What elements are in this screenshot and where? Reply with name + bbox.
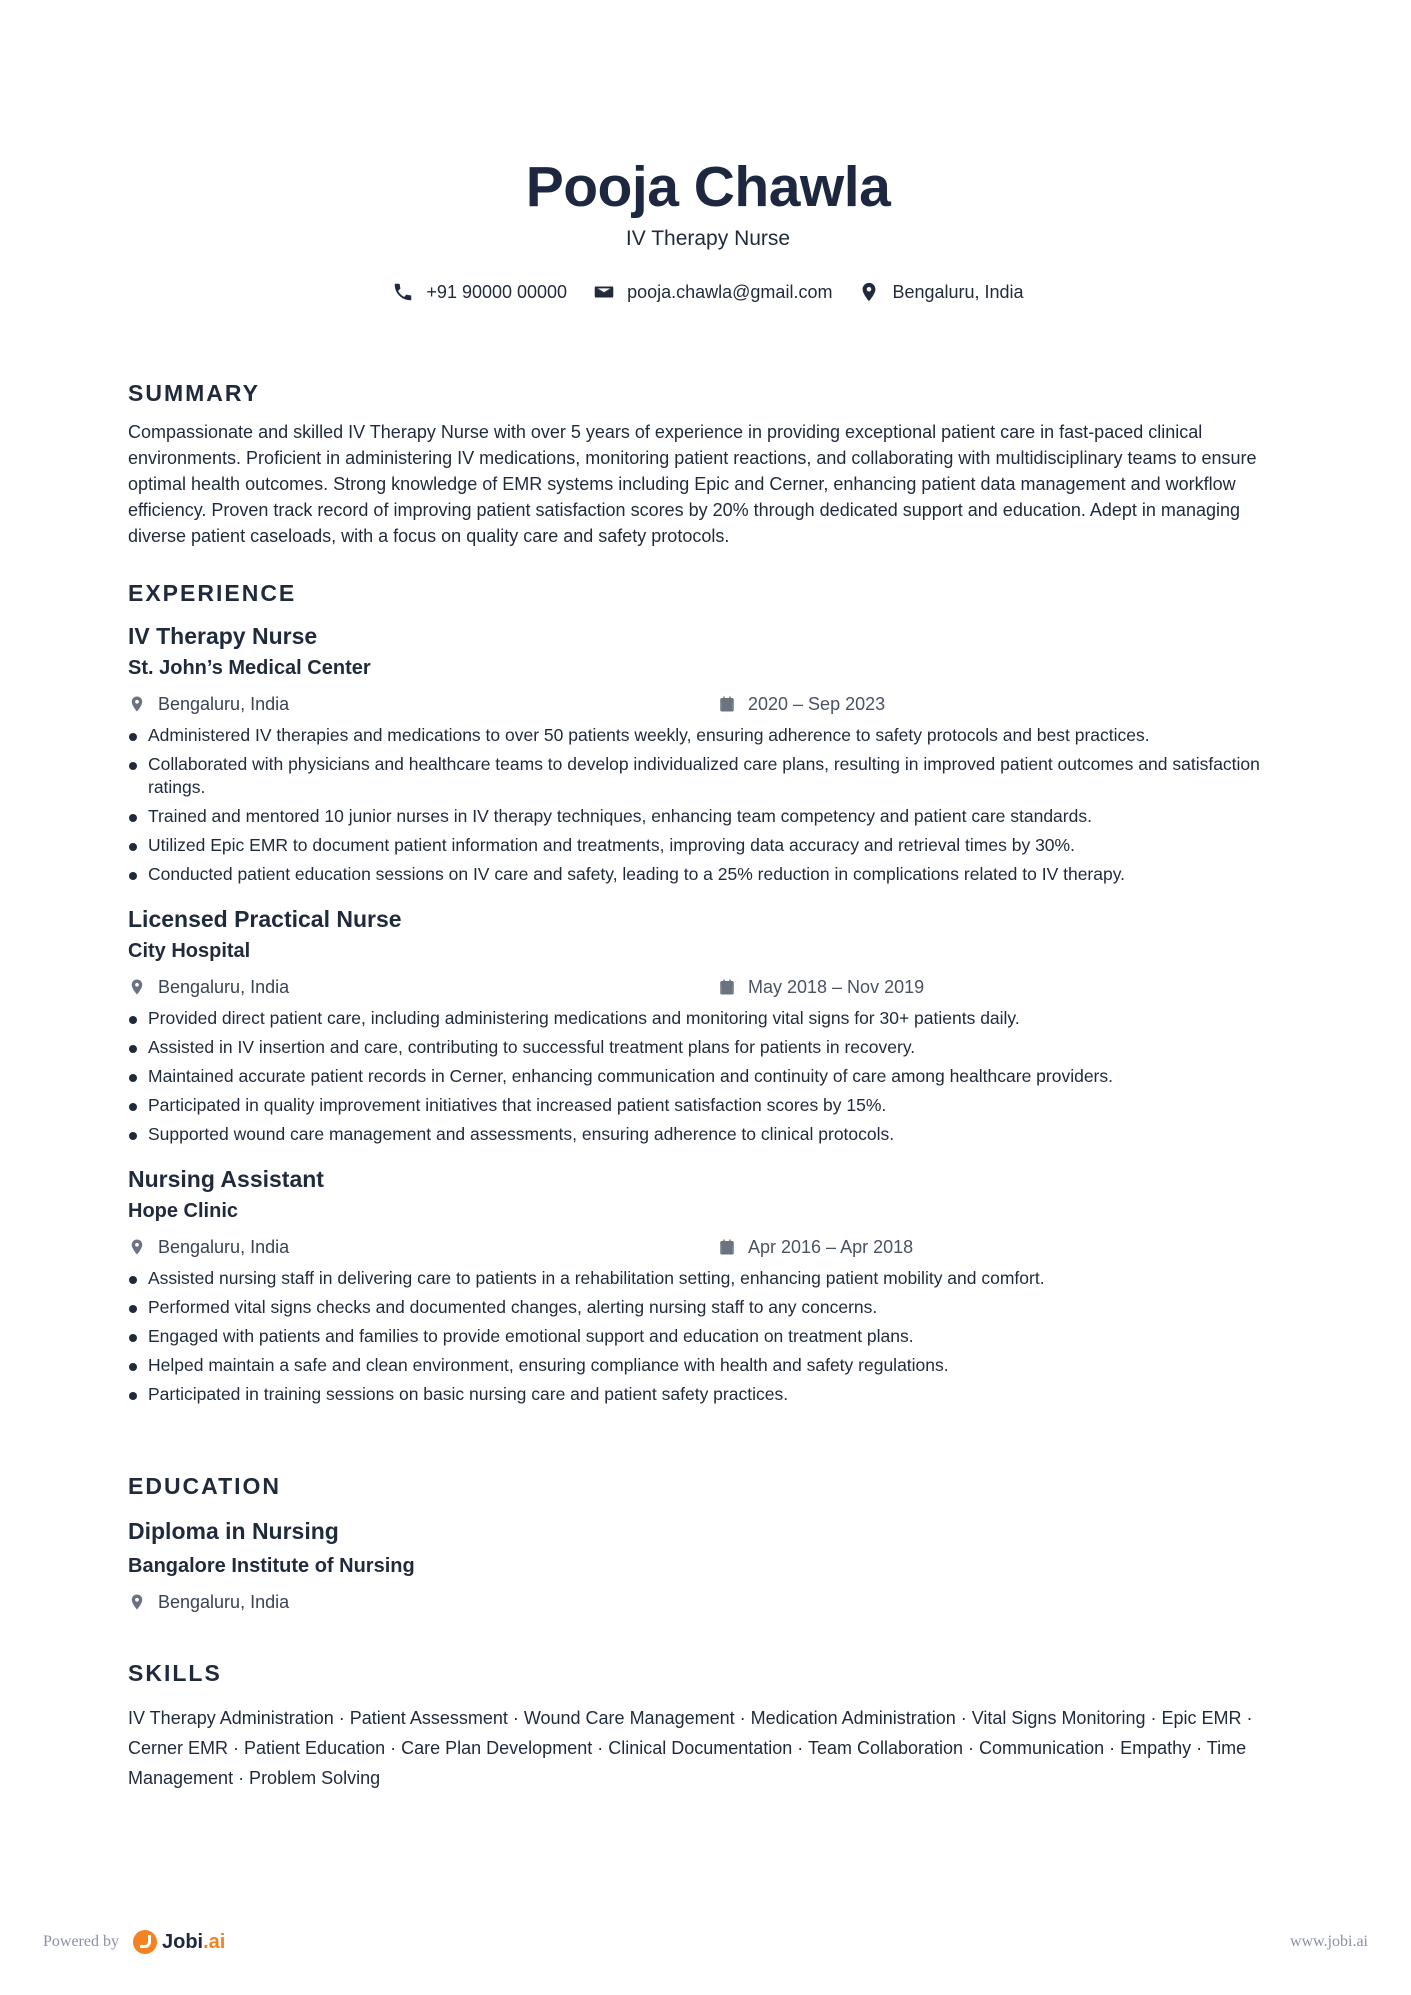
bullet-item: Utilized Epic EMR to document patient information and treatments, improving data accuracy and retrieval times by 30%. bbox=[128, 834, 1288, 857]
education-heading: EDUCATION bbox=[128, 1473, 282, 1499]
phone-icon bbox=[392, 281, 414, 303]
experience-section bbox=[128, 580, 1288, 1412]
job-dates bbox=[718, 975, 924, 999]
footer-site-link[interactable]: www.jobi.ai bbox=[1289, 1933, 1368, 1950]
powered-by-text: Powered by bbox=[43, 1933, 119, 1950]
job-bullets bbox=[128, 1267, 1288, 1406]
email-icon bbox=[593, 281, 615, 303]
job-company: City Hospital bbox=[128, 940, 251, 962]
footer-branding bbox=[43, 1930, 225, 1954]
resume-page bbox=[128, 0, 1288, 1788]
job-location-text: Bengaluru, India bbox=[158, 694, 290, 714]
bullet-item: Assisted nursing staff in delivering care to patients in a rehabilitation setting, enhancing patient mobility and comfort. bbox=[128, 1267, 1288, 1290]
logo-suffix-text: .ai bbox=[203, 1930, 226, 1953]
job-dates bbox=[718, 692, 885, 716]
education-section bbox=[128, 1473, 1288, 1614]
job-meta bbox=[128, 975, 1288, 999]
job-company: Hope Clinic bbox=[128, 1200, 239, 1222]
email-text: pooja.chawla@gmail.com bbox=[627, 282, 833, 302]
bullet-item: Administered IV therapies and medications to over 50 patients weekly, ensuring adherence to safety protocols and best practices. bbox=[128, 724, 1288, 747]
job-entry bbox=[128, 621, 1288, 886]
bullet-item: Participated in quality improvement initiatives that increased patient satisfaction scores by 15%. bbox=[128, 1094, 1288, 1117]
job-title: Nursing Assistant bbox=[128, 1166, 324, 1192]
job-bullets bbox=[128, 724, 1288, 886]
bullet-item: Collaborated with physicians and healthcare teams to develop individualized care plans, resulting in improved patient outcomes and satisfaction ratings. bbox=[128, 753, 1288, 799]
bullet-item: Assisted in IV insertion and care, contributing to successful treatment plans for patients in recovery. bbox=[128, 1036, 1288, 1059]
education-school: Bangalore Institute of Nursing bbox=[128, 1555, 415, 1577]
education-location bbox=[128, 1590, 718, 1614]
location-pin-icon bbox=[128, 695, 146, 713]
job-title: Licensed Practical Nurse bbox=[128, 906, 402, 932]
bullet-item: Participated in training sessions on basic nursing care and patient safety practices. bbox=[128, 1383, 1288, 1406]
job-entry bbox=[128, 1164, 1288, 1406]
location-pin-icon bbox=[128, 1593, 146, 1611]
job-dates-text: 2020 – Sep 2023 bbox=[748, 694, 886, 714]
phone-text: +91 90000 00000 bbox=[426, 282, 568, 302]
location-pin-icon bbox=[128, 1238, 146, 1256]
skills-section bbox=[128, 1660, 1288, 1793]
education-degree: Diploma in Nursing bbox=[128, 1518, 339, 1544]
bullet-item: Maintained accurate patient records in Cerner, enhancing communication and continuity of care among healthcare providers. bbox=[128, 1065, 1288, 1088]
location-pin-icon bbox=[858, 281, 880, 303]
job-dates bbox=[718, 1235, 913, 1259]
summary-heading: SUMMARY bbox=[128, 380, 260, 406]
job-dates-text: May 2018 – Nov 2019 bbox=[748, 977, 925, 997]
location-pin-icon bbox=[128, 978, 146, 996]
bullet-item: Provided direct patient care, including administering medications and monitoring vital signs for 30+ patients daily. bbox=[128, 1007, 1288, 1030]
job-meta bbox=[128, 1235, 1288, 1259]
bullet-item: Performed vital signs checks and documented changes, alerting nursing staff to any concerns. bbox=[128, 1296, 1288, 1319]
job-location bbox=[128, 692, 718, 716]
job-entry bbox=[128, 904, 1288, 1146]
candidate-name: Pooja Chawla bbox=[525, 155, 891, 219]
contact-email[interactable] bbox=[593, 280, 832, 304]
summary-section bbox=[128, 380, 1288, 549]
logo-main-text: Jobi bbox=[161, 1930, 204, 1953]
contact-phone[interactable] bbox=[392, 280, 567, 304]
contact-location bbox=[858, 280, 1023, 304]
job-bullets bbox=[128, 1007, 1288, 1146]
jobi-logo[interactable] bbox=[133, 1930, 225, 1954]
calendar-icon bbox=[718, 978, 736, 996]
job-title: IV Therapy Nurse bbox=[128, 623, 318, 649]
bullet-item: Helped maintain a safe and clean environment, ensuring compliance with health and safety regulations. bbox=[128, 1354, 1288, 1377]
job-location-text: Bengaluru, India bbox=[158, 977, 290, 997]
bullet-item: Supported wound care management and assessments, ensuring adherence to clinical protocols. bbox=[128, 1123, 1288, 1146]
job-location-text: Bengaluru, India bbox=[158, 1237, 290, 1257]
job-dates-text: Apr 2016 – Apr 2018 bbox=[748, 1237, 914, 1257]
bullet-item: Trained and mentored 10 junior nurses in IV therapy techniques, enhancing team competency and patient care standards. bbox=[128, 805, 1288, 828]
candidate-title: IV Therapy Nurse bbox=[625, 227, 791, 250]
skills-heading: SKILLS bbox=[128, 1660, 222, 1686]
job-company: St. John’s Medical Center bbox=[128, 657, 371, 679]
contact-row bbox=[128, 280, 1288, 304]
education-meta bbox=[128, 1590, 1288, 1614]
calendar-icon bbox=[718, 695, 736, 713]
calendar-icon bbox=[718, 1238, 736, 1256]
job-meta bbox=[128, 692, 1288, 716]
bullet-item: Conducted patient education sessions on IV care and safety, leading to a 25% reduction in complications related to IV therapy. bbox=[128, 863, 1288, 886]
location-text: Bengaluru, India bbox=[892, 282, 1024, 302]
bullet-item: Engaged with patients and families to provide emotional support and education on treatment plans. bbox=[128, 1325, 1288, 1348]
job-location bbox=[128, 975, 718, 999]
jobi-logo-icon bbox=[133, 1930, 157, 1954]
education-location-text: Bengaluru, India bbox=[158, 1592, 290, 1612]
resume-header bbox=[128, 0, 1288, 304]
experience-heading: EXPERIENCE bbox=[128, 580, 297, 606]
summary-text: Compassionate and skilled IV Therapy Nurse with over 5 years of experience in providing exceptional patient care in fast-paced clinical environments. Proficient in administering IV medications, monitoring patient reactions, and collaborating with multidisciplinary teams to ensure optimal health outcomes. Strong knowledge of EMR systems including Epic and Cerner, enhancing patient data management and workflow efficiency. Proven track record of improving patient satisfaction scores by 20% through dedicated support and education. Adept in managing diverse patient caseloads, with a focus on quality care and safety protocols. bbox=[128, 422, 1257, 546]
skills-list: IV Therapy Administration · Patient Assessment · Wound Care Management · Medication Administration · Vital Signs Monitoring · Epic EMR · Cerner EMR · Patient Education · Care Plan Development · Clinical Documentation · Team Collaboration · Communication · Empathy · Time Management · Problem Solving bbox=[128, 1708, 1253, 1788]
job-location bbox=[128, 1235, 718, 1259]
